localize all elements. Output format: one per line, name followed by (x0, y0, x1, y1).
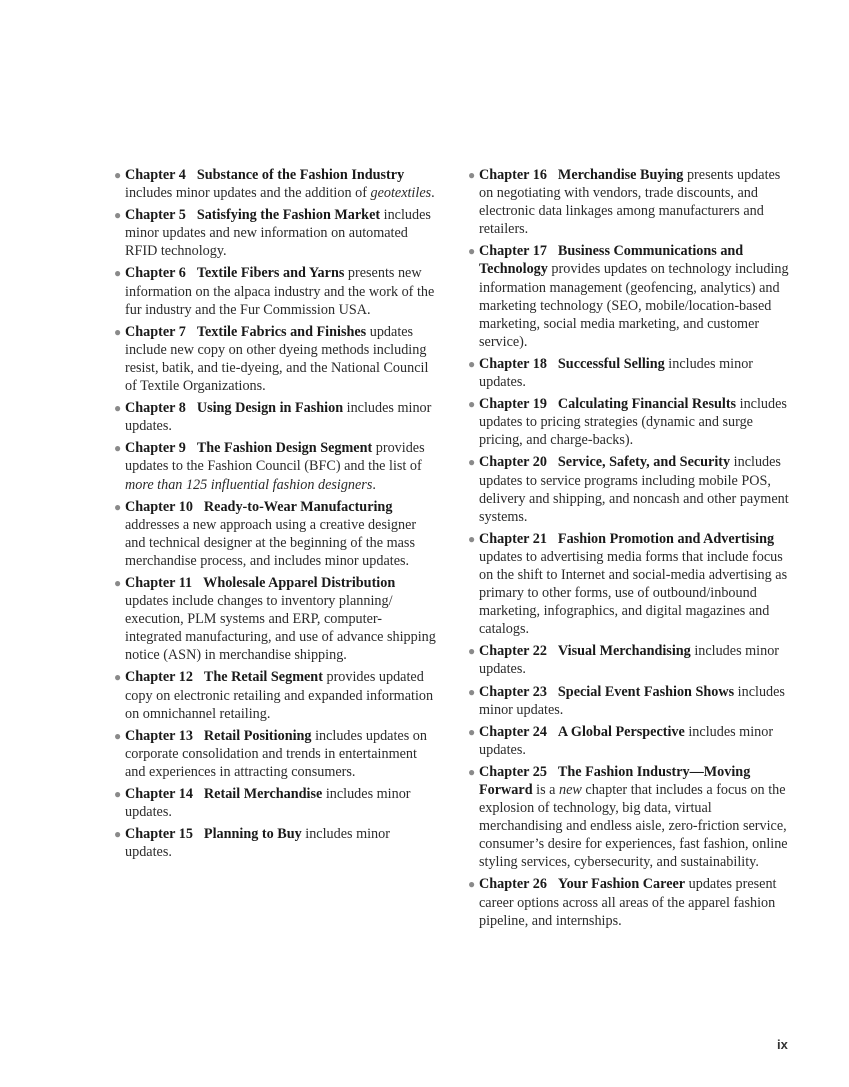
chapter-list-item (114, 498, 437, 570)
chapter-list-item (468, 530, 791, 639)
bullet-icon: ● (468, 168, 476, 182)
chapter-number: Chapter 4 (125, 167, 186, 183)
chapter-heading (125, 400, 343, 416)
description-text: includes updates on corporate consolidation and trends in entertainment and experiences in attracting consumers. (125, 727, 427, 780)
chapter-title: Calculating Financial Results (557, 396, 737, 413)
bullet-icon: ● (114, 499, 122, 514)
chapter-heading (479, 876, 685, 892)
chapter-number: Chapter 7 (125, 323, 186, 340)
description-text: . (372, 476, 376, 493)
bullet-icon: ● (114, 827, 122, 842)
chapter-list-item (468, 166, 791, 238)
chapter-title: Ready-to-Wear Manufacturing (203, 498, 393, 515)
chapter-title: Using Design in Fashion (196, 400, 344, 417)
chapter-title: Business Communications and Technology (479, 243, 744, 278)
chapter-title: Your Fashion Career (557, 876, 686, 893)
chapter-number: Chapter 17 (479, 243, 547, 260)
bullet-icon: ● (114, 787, 122, 801)
bullet-icon: ● (114, 324, 122, 339)
chapter-description (125, 517, 416, 569)
description-text: geotextiles (370, 185, 432, 202)
page-number: ix (777, 1037, 788, 1052)
chapter-number: Chapter 24 (479, 723, 547, 740)
chapter-title: Planning to Buy (203, 826, 302, 843)
chapter-heading (125, 826, 302, 842)
right-column (468, 166, 791, 934)
chapter-number: Chapter 8 (125, 400, 186, 417)
description-text: new (559, 782, 582, 798)
chapter-list-item (468, 453, 791, 525)
bullet-icon: ● (114, 728, 122, 743)
chapter-heading (125, 324, 366, 340)
chapter-heading (479, 167, 683, 183)
chapter-title: Substance of the Fashion Industry (196, 167, 405, 183)
chapter-heading (125, 786, 322, 802)
bullet-icon: ● (468, 531, 476, 546)
chapter-list-item (114, 668, 437, 722)
chapter-list-item (114, 166, 437, 202)
chapter-list-item (114, 825, 437, 861)
chapter-heading (479, 396, 736, 412)
chapter-number: Chapter 18 (479, 355, 547, 372)
chapter-number: Chapter 16 (479, 167, 547, 183)
chapter-list-item (114, 206, 437, 260)
chapter-list-item (468, 683, 791, 719)
chapter-list-item (468, 355, 791, 391)
description-text: provides updates on technology including information management (geofencing, analytics) and marketing technology (SEO, mobile/location-based marketing, social media marketing, and customer service). (479, 261, 789, 350)
description-text: includes minor updates and new information on automated RFID technology. (125, 207, 431, 260)
chapter-title: Textile Fibers and Yarns (196, 265, 345, 282)
chapter-heading (125, 265, 344, 281)
description-text: presents updates on negotiating with vendors, trade discounts, and electronic data linkages among manufacturers and retailers. (479, 167, 781, 238)
chapter-title: Textile Fabrics and Finishes (196, 323, 367, 340)
chapter-list-item (468, 763, 791, 872)
chapter-number: Chapter 25 (479, 763, 547, 780)
description-text: includes minor updates. (479, 355, 754, 391)
description-text: includes minor updates. (479, 643, 780, 678)
chapter-list-item (468, 875, 791, 929)
chapter-number: Chapter 21 (479, 530, 547, 547)
chapter-list-item (114, 727, 437, 781)
chapter-list-item (114, 399, 437, 435)
chapter-list-item (468, 723, 791, 759)
chapter-description (479, 549, 787, 637)
description-text: updates present career options across all areas of the apparel fashion pipeline, and internships. (479, 876, 777, 929)
bullet-icon: ● (114, 575, 122, 590)
chapter-list-item (468, 642, 791, 678)
bullet-icon: ● (468, 684, 476, 699)
chapter-number: Chapter 20 (479, 454, 547, 471)
bullet-icon: ● (114, 168, 122, 182)
chapter-title: A Global Perspective (557, 723, 685, 740)
description-text: updates include new copy on other dyeing methods including resist, batik, and tie-dyeing, and the National Council of Textile Organizations. (125, 323, 429, 395)
description-text: includes updates to service programs including mobile POS, delivery and shipping, and noncash and other payment systems. (479, 454, 789, 525)
bullet-icon: ● (468, 877, 476, 892)
description-text: includes minor updates. (125, 400, 432, 435)
chapter-title: Fashion Promotion and Advertising (557, 530, 775, 547)
chapter-number: Chapter 15 (125, 826, 193, 843)
chapter-title: Successful Selling (557, 355, 665, 372)
chapter-list-item (114, 785, 437, 821)
chapter-heading (125, 669, 323, 685)
chapter-number: Chapter 26 (479, 876, 547, 893)
description-text: includes minor updates and the addition of (125, 185, 371, 202)
bullet-icon: ● (468, 455, 476, 470)
chapter-list-item (468, 242, 791, 351)
chapter-title: The Fashion Industry—Moving Forward (479, 763, 751, 798)
chapter-list-item (114, 264, 437, 318)
chapter-list-item (114, 323, 437, 395)
description-text: includes minor updates. (479, 683, 785, 718)
chapter-title: Satisfying the Fashion Market (196, 207, 381, 224)
chapter-heading (479, 454, 730, 470)
chapter-number: Chapter 19 (479, 396, 547, 413)
bullet-icon: ● (114, 266, 122, 281)
chapter-number: Chapter 11 (125, 574, 193, 591)
bullet-icon: ● (468, 244, 476, 259)
bullet-icon: ● (468, 764, 476, 779)
chapter-heading (125, 728, 312, 744)
description-text: is a (532, 782, 559, 798)
chapter-number: Chapter 5 (125, 207, 186, 224)
chapter-heading (479, 724, 685, 740)
chapter-title: Merchandise Buying (557, 167, 684, 183)
description-text: includes updates to pricing strategies (dynamic and surge pricing, and charge-backs). (479, 396, 787, 449)
bullet-icon: ● (468, 644, 476, 659)
chapter-description (125, 185, 435, 201)
description-text: updates include changes to inventory planning/ execution, PLM systems and ERP, computer-integrated manufacturing, and use of advance shipping notice (ASN) in merchandise shipping. (125, 593, 436, 664)
chapter-heading (125, 207, 380, 223)
chapter-number: Chapter 9 (125, 440, 186, 457)
chapter-number: Chapter 6 (125, 265, 186, 282)
bullet-icon: ● (468, 724, 476, 739)
description-text: chapter that includes a focus on the explosion of technology, big data, virtual merchandising and endless aisle, zero-friction service, consumer’s desire for experiences, fast fashion, online styling services, cybersecurity, and sustainability. (479, 782, 788, 871)
chapter-number: Chapter 22 (479, 643, 547, 660)
chapter-title: The Fashion Design Segment (196, 440, 373, 457)
description-text: includes minor updates. (125, 826, 390, 861)
bullet-icon: ● (114, 441, 122, 456)
chapter-list-item (468, 395, 791, 449)
chapter-number: Chapter 13 (125, 727, 193, 744)
description-text: includes minor updates. (125, 786, 411, 821)
chapter-heading (125, 440, 372, 456)
chapter-title: Special Event Fashion Shows (557, 683, 735, 700)
description-text: updates to advertising media forms that include focus on the shift to Internet and social-media advertising as primary to other forms, use of outbound/inbound marketing, infographics, and digital magazines and catalogs. (479, 548, 788, 638)
description-text: addresses a new approach using a creative designer and technical designer at the beginning of the mass merchandise process, and includes minor updates. (125, 516, 417, 569)
chapter-heading (479, 643, 691, 659)
chapter-heading (125, 167, 404, 183)
description-text: more than 125 influential fashion designers (125, 476, 373, 493)
description-text: . (431, 185, 435, 202)
bullet-icon: ● (468, 356, 476, 371)
chapter-heading (125, 575, 395, 591)
description-text: presents new information on the alpaca industry and the work of the fur industry and the Fur Commission USA. (125, 265, 435, 318)
chapter-heading (479, 356, 665, 372)
description-text: includes minor updates. (479, 723, 774, 758)
chapter-heading (479, 531, 774, 547)
chapter-title: Service, Safety, and Security (557, 454, 731, 471)
bullet-icon: ● (114, 670, 122, 685)
chapter-title: Retail Positioning (203, 727, 312, 744)
description-text: provides updated copy on electronic retailing and expanded information on omnichannel retailing. (125, 669, 434, 722)
chapter-heading (479, 684, 734, 700)
chapter-title: Retail Merchandise (203, 786, 323, 802)
chapter-title: Wholesale Apparel Distribution (203, 574, 396, 591)
chapter-number: Chapter 10 (125, 498, 193, 515)
bullet-icon: ● (114, 401, 122, 416)
chapter-list-item (114, 439, 437, 493)
chapter-number: Chapter 23 (479, 683, 547, 700)
chapter-list-item (114, 574, 437, 664)
chapter-title: The Retail Segment (203, 669, 323, 686)
chapter-description (125, 593, 436, 663)
chapter-number: Chapter 14 (125, 786, 193, 802)
bullet-icon: ● (114, 208, 122, 223)
chapter-number: Chapter 12 (125, 669, 193, 686)
chapter-title: Visual Merchandising (557, 643, 691, 660)
chapter-heading (125, 499, 392, 515)
description-text: provides updates to the Fashion Council (BFC) and the list of (125, 440, 425, 475)
bullet-icon: ● (468, 397, 476, 412)
left-column (114, 166, 437, 865)
